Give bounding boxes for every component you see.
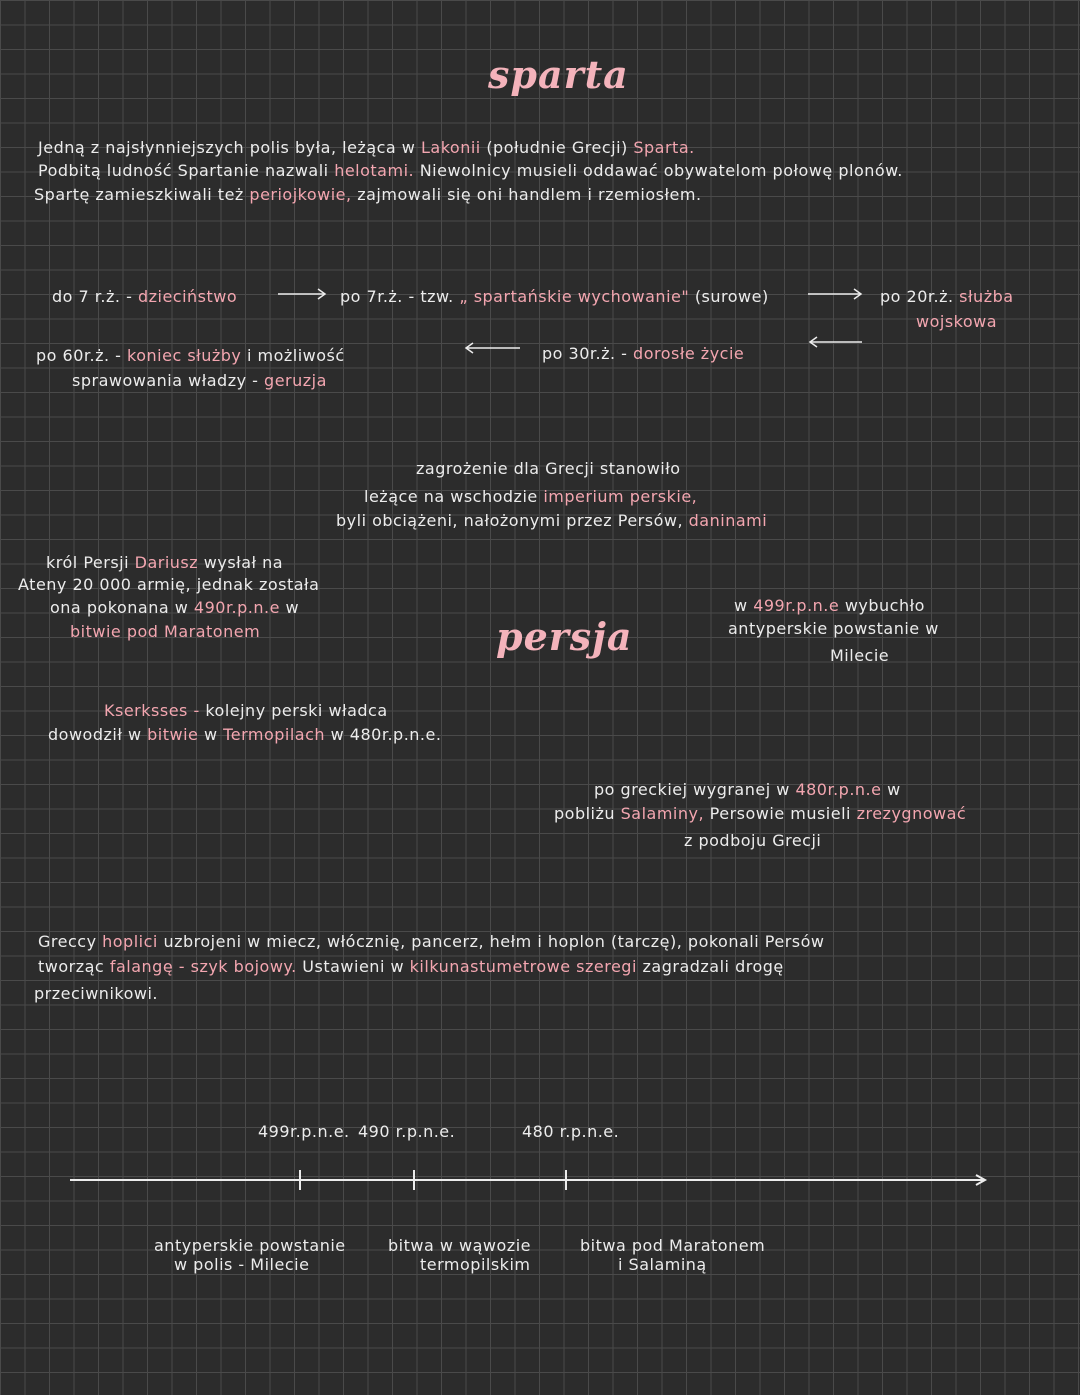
darius-text: bitwie pod <box>70 622 159 641</box>
hoplites-text: zagradzali drogę <box>642 957 784 976</box>
timeline-date-490: 490 r.p.n.e. <box>358 1122 456 1141</box>
salamis-text: w <box>887 780 901 799</box>
threat-line-3 <box>336 511 767 531</box>
term-490: 490r.p.n.e <box>193 598 280 617</box>
stage-age: do 7 r.ż. - <box>52 287 133 306</box>
salamis-line-2 <box>554 804 966 824</box>
darius-text: ona pokonana w <box>50 598 189 617</box>
hoplites-text: tworząc <box>38 957 105 976</box>
timeline-event-499: antyperskie powstanie <box>154 1236 346 1255</box>
miletus-line-1 <box>734 596 925 616</box>
term-lakonia: Lakonii <box>420 138 481 157</box>
stage-label: służba <box>959 287 1014 306</box>
hoplites-line-2 <box>38 957 784 977</box>
timeline-event-termopile-cont: termopilskim <box>420 1255 531 1274</box>
miletus-line-3: Milecie <box>830 646 890 665</box>
stage-adult <box>542 344 744 364</box>
term-hoplici: hoplici <box>102 932 158 951</box>
salamis-text: Persowie musieli <box>709 804 851 823</box>
darius-line-1 <box>46 553 283 573</box>
hoplites-line-3: przeciwnikowi. <box>34 984 158 1003</box>
threat-line-1: zagrożenie dla Grecji stanowiło <box>416 459 681 478</box>
stage-age: po 60r.ż. - <box>36 346 122 365</box>
title-persja: persja <box>496 614 633 659</box>
term-bitwie: bitwie <box>147 725 199 744</box>
intro-text: Niewolnicy musieli oddawać obywatelom połowę plonów. <box>419 161 903 180</box>
threat-text: byli obciążeni, nałożonymi przez Persów, <box>336 511 684 530</box>
stage-age: po 20r.ż. <box>880 287 954 306</box>
term-szeregi: kilkunastumetrowe szeregi <box>409 957 637 976</box>
term-salamina: Salaminy, <box>620 804 705 823</box>
darius-text: król Persji <box>46 553 130 572</box>
miletus-line-2: antyperskie powstanie w <box>728 619 939 638</box>
term-maraton: Maratonem <box>164 622 261 641</box>
arrow-left-icon <box>464 342 522 354</box>
intro-line-1 <box>38 138 695 158</box>
darius-line-2: Ateny 20 000 armię, jednak została <box>18 575 320 594</box>
salamis-text: po greckiej wygranej w <box>594 780 790 799</box>
intro-text: (południe Grecji) <box>486 138 628 157</box>
stage-label: dorosłe życie <box>633 344 745 363</box>
timeline-event-maraton-cont: i Salaminą <box>618 1255 707 1274</box>
darius-text: wysłał na <box>203 553 284 572</box>
title-sparta: sparta <box>488 52 629 97</box>
intro-line-3 <box>34 185 702 205</box>
timeline-date-480: 480 r.p.n.e. <box>522 1122 620 1141</box>
miletus-text: w <box>734 596 748 615</box>
term-termopile: Termopilach <box>223 725 326 744</box>
xerxes-line-2 <box>48 725 441 745</box>
stage-upbringing <box>340 287 769 307</box>
intro-text: Spartę zamieszkiwali też <box>34 185 244 204</box>
threat-text: leżące na wschodzie <box>364 487 538 506</box>
xerxes-text: w 480r.p.n.e. <box>330 725 442 744</box>
stage-elder <box>36 346 345 366</box>
term-zrezygnowac: zrezygnować <box>856 804 967 823</box>
salamis-text: pobliżu <box>554 804 616 823</box>
hoplites-text: Ustawieni w <box>302 957 405 976</box>
stage-military-cont: wojskowa <box>916 312 998 331</box>
arrow-right-icon <box>278 288 328 300</box>
timeline-event-499-cont: w polis - Milecie <box>174 1255 310 1274</box>
threat-line-2 <box>364 487 697 507</box>
hoplites-text: Greccy <box>38 932 97 951</box>
term-480: 480r.p.n.e <box>795 780 882 799</box>
xerxes-text: kolejny perski władca <box>205 701 388 720</box>
term-heloci: helotami. <box>334 161 415 180</box>
arrow-left-icon <box>808 336 864 348</box>
term-periojkowie: periojkowie, <box>249 185 352 204</box>
term-imperium: imperium perskie, <box>543 487 698 506</box>
timeline-event-maraton: bitwa pod Maratonem <box>580 1236 766 1255</box>
xerxes-text: dowodził w <box>48 725 142 744</box>
salamis-line-3: z podboju Grecji <box>684 831 822 850</box>
intro-text: Jedną z najsłynniejszych polis była, leżąca w <box>38 138 416 157</box>
stage-childhood <box>52 287 237 307</box>
timeline-event-termopile: bitwa w wąwozie <box>388 1236 531 1255</box>
stage-age: po 7r.ż. - tzw. <box>340 287 454 306</box>
term-kserkses: Kserksses - <box>104 701 200 720</box>
stage-note: i możliwość <box>246 346 345 365</box>
stage-note: (surowe) <box>694 287 769 306</box>
xerxes-line-1 <box>104 701 388 721</box>
darius-text: w <box>285 598 300 617</box>
stage-label: koniec służby <box>127 346 242 365</box>
salamis-line-1 <box>594 780 901 800</box>
term-falanga: falangę - szyk bojowy. <box>109 957 297 976</box>
timeline-date-499: 499r.p.n.e. <box>258 1122 350 1141</box>
intro-line-2 <box>38 161 903 181</box>
intro-text: zajmowali się oni handlem i rzemiosłem. <box>357 185 702 204</box>
term-daniny: daninami <box>688 511 768 530</box>
term-dariusz: Dariusz <box>134 553 199 572</box>
intro-text: Podbitą ludność Spartanie nazwali <box>38 161 329 180</box>
timeline-axis <box>70 1166 1000 1196</box>
stage-military <box>880 287 1014 307</box>
term-499: 499r.p.n.e <box>753 596 840 615</box>
stage-label: „ spartańskie wychowanie" <box>459 287 690 306</box>
stage-label: dzieciństwo <box>137 287 238 306</box>
stage-elder-cont <box>72 371 327 391</box>
darius-line-3 <box>50 598 299 618</box>
darius-line-4 <box>70 622 260 642</box>
stage-note: sprawowania władzy - <box>72 371 259 390</box>
hoplites-text: uzbrojeni w miecz, włócznię, pancerz, hełm i hoplon (tarczę), pokonali Persów <box>163 932 825 951</box>
term-geruzja: geruzja <box>264 371 327 390</box>
term-sparta: Sparta. <box>633 138 695 157</box>
miletus-text: wybuchło <box>844 596 925 615</box>
arrow-right-icon <box>808 288 864 300</box>
hoplites-line-1 <box>38 932 824 952</box>
stage-age: po 30r.ż. - <box>542 344 628 363</box>
xerxes-text: w <box>203 725 218 744</box>
